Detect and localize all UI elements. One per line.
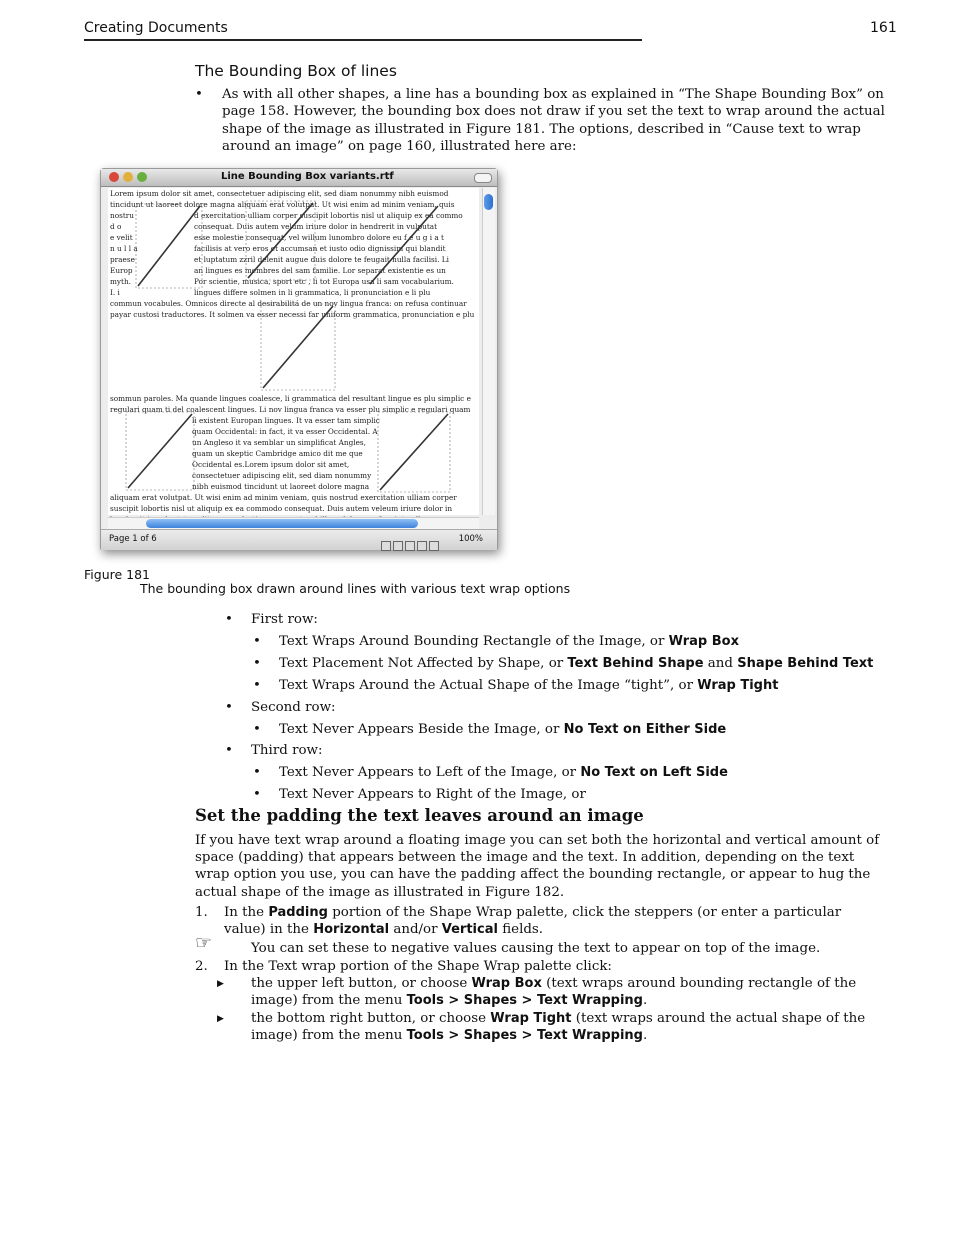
line-shape-behind-text <box>248 203 313 278</box>
scroll-thumb <box>484 194 493 210</box>
figure-screenshot <box>100 168 498 550</box>
bullet-marker: • <box>195 87 203 102</box>
figure-caption: The bounding box drawn around lines with various text wrap options <box>140 581 571 596</box>
section-heading: Set the padding the text leaves around an image <box>195 806 644 825</box>
note-text: You can set these to negative values causing the text to appear on top of the image. <box>251 941 821 956</box>
doc-line: nibh euismod tincidunt ut laoreet dolore magna <box>192 482 370 491</box>
toolbar-toggle-icon <box>474 173 492 183</box>
window-title: Line Bounding Box variants.rtf <box>221 171 394 182</box>
pointing-hand-icon: ☞ <box>195 932 213 954</box>
doc-line: Lorem ipsum dolor sit amet, consectetuer adipiscing elit, sed diam nonummy nibh euismod <box>110 189 449 198</box>
doc-line: facilisis at vero eros et accumsan et iusto odio dignissim qui blandit <box>194 244 446 253</box>
line-shape-no-text-either-side <box>263 306 333 388</box>
figure-number: Figure 181 <box>84 567 150 582</box>
doc-line: d o <box>110 222 122 231</box>
header-rule <box>84 39 642 41</box>
body-paragraph: If you have text wrap around a floating image you can set both the horizontal and vertical amount of space (padding) that appears between the image and the text. In addition, depending on the text wrap option you use, you can have the padding affect the bounding rectangle, or appear to hug the actual shape of the image as illustrated in Figure 182. <box>195 833 880 900</box>
running-header: Creating Documents <box>84 20 228 36</box>
zoom-level: 100% <box>458 534 483 544</box>
doc-line: Europ <box>110 266 133 275</box>
page-count: Page 1 of 6 <box>109 534 157 544</box>
window-titlebar <box>101 169 497 187</box>
scroll-thumb <box>146 519 418 528</box>
doc-line: nostru <box>110 211 134 220</box>
doc-line: et luptatum zzril delenit augue duis dolore te feugait nulla facilisi. Li <box>194 255 449 264</box>
doc-line: quam un skeptic Cambridge amico dit me que <box>192 449 363 458</box>
view-icon <box>381 541 391 551</box>
doc-line: n u l l a <box>110 244 138 253</box>
line-shape-no-text-left <box>128 414 192 488</box>
intro-bullet-text: As with all other shapes, a line has a bounding box as explained in “The Shape Bounding Box” on page 158. However, the bounding box does not draw if you set the text to wrap around the actual shape of the image as illustrated in Figure 181. The options, described in “Cause text to wrap around an image” on page 160, illustrated here are: <box>222 87 885 154</box>
doc-line: myth. <box>110 277 131 286</box>
doc-line: regulari quam ti del coalescent lingues. Li nov lingua franca va esser plu simplic e regulari quam <box>110 405 471 414</box>
view-icon <box>393 541 403 551</box>
minimize-button-icon <box>123 172 133 182</box>
doc-line: praese <box>110 255 135 264</box>
line-shape-no-text-right <box>380 414 448 490</box>
zoom-button-icon <box>137 172 147 182</box>
doc-line: an lingues es membres del sam familie. Lor separat existentie es un <box>194 266 446 275</box>
status-bar <box>101 529 497 550</box>
doc-line: Occidental es.Lorem ipsum dolor sit amet, <box>192 460 350 469</box>
triangle-bullet-icon: ▶ <box>217 979 224 989</box>
triangle-bullet-icon: ▶ <box>217 1014 224 1024</box>
doc-line: un Angleso it va semblar un simplificat Angles, <box>192 438 366 447</box>
doc-line: d exercitation ulliam corper suscipit lobortis nisl ut aliquip ex ea commo <box>194 211 463 220</box>
doc-line: I. i <box>110 288 120 297</box>
horizontal-scrollbar <box>108 517 479 529</box>
doc-line: suscipit lobortis nisl ut aliquip ex ea commodo consequat. Duis autem veleum iriure dolor in <box>110 504 453 513</box>
intro-bullet <box>195 86 885 155</box>
doc-line: e velit <box>110 233 133 242</box>
view-icon <box>405 541 415 551</box>
document-area <box>108 188 479 515</box>
vertical-scrollbar <box>482 188 495 515</box>
doc-line: quam Occidental: in fact, it va esser Occidental. A <box>192 427 378 436</box>
doc-line: commun vocabules. Omnicos directe al desirabilitá de un nov lingua franca: on refusa continuar <box>110 299 467 308</box>
subsection-heading: The Bounding Box of lines <box>195 62 397 80</box>
close-button-icon <box>109 172 119 182</box>
doc-line: consectetuer adipiscing elit, sed diam nonummy <box>192 471 372 480</box>
status-icons <box>381 536 441 555</box>
doc-line: Por scientie, musica, sport etc , li tot Europa usa li sam vocabularium. <box>194 277 454 286</box>
page-number: 161 <box>870 20 897 36</box>
line-shapes <box>108 188 479 515</box>
line-shape-wrap-tight <box>370 206 438 284</box>
doc-line: aliquam erat volutpat. Ut wisi enim ad minim veniam, quis nostrud exercitation ulliam corper <box>110 493 457 502</box>
doc-line: sommun paroles. Ma quande lingues coalesce, li grammatica del resultant lingue es plu simplic e <box>110 394 471 403</box>
doc-line: esse molestie consequat, vel willum lunombro dolore eu f e u g i a t <box>194 233 444 242</box>
flag-icon <box>417 541 427 551</box>
doc-line: lingues differe solmen in li grammatica, li pronunciation e li plu <box>194 288 431 297</box>
doc-line: tincidunt ut laoreet dolore magna aliquam erat volutpat. Ut wisi enim ad minim veniam, quis <box>110 200 455 209</box>
doc-line: payar custosi traductores. It solmen va esser necessi far uniform grammatica, pronunciation e plu <box>110 310 475 319</box>
doc-line: li existent Europan lingues. It va esser tam simplic <box>192 416 380 425</box>
line-shape-wrap-box <box>138 206 200 286</box>
doc-line: consequat. Duis autem velum iriure dolor in hendrerit in vulputat <box>194 222 438 231</box>
lock-icon <box>429 541 439 551</box>
